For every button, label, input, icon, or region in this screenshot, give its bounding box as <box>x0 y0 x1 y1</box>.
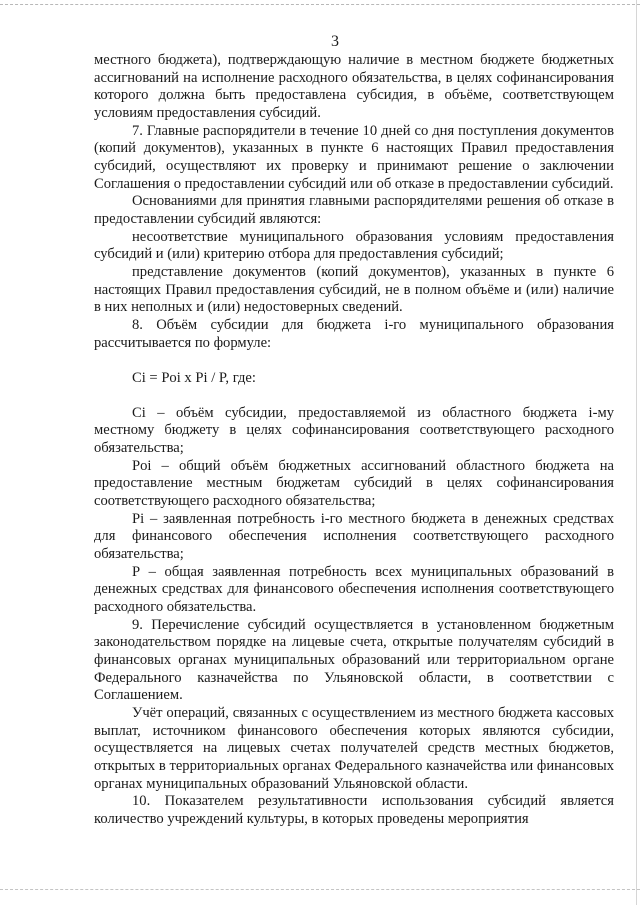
paragraph-refusal-ground-1: несоответствие муниципального образования условиям предоставления субсидий и (или) критерию отбора для предоставления субсидий; <box>94 228 614 263</box>
scan-edge-top <box>0 4 640 5</box>
paragraph-refusal-grounds: Основаниями для принятия главными распорядителями решения об отказе в предоставлении субсидий являются: <box>94 193 614 227</box>
paragraph-definition-ci: Сi – объём субсидии, предоставляемой из областного бюджета i-му местному бюджету в целях софинансирования соответствующего расходного обязательства; <box>94 404 614 457</box>
scan-edge-right <box>636 0 637 905</box>
paragraph-definition-p: Р – общая заявленная потребность всех муниципальных образований в денежных средствах для финансового обеспечения исполнения соответствующего расходного обязательства. <box>94 563 614 616</box>
page-number: 3 <box>331 33 339 50</box>
paragraph-item-7: 7. Главные распорядители в течение 10 дней со дня поступления документов (копий документов), указанных в пункте 6 настоящих Правил предоставления субсидий, осуществляют их проверку и принимают решение о заключении Соглашения о предоставлении субсидий или об отказе в предоставлении субсидий. <box>94 122 614 192</box>
paragraph-continuation: местного бюджета), подтверждающую наличие в местном бюджете бюджетных ассигнований на исполнение расходного обязательства, в целях софинансирования которого должна быть предоставлена субсидия, в объёме, соответствующем условиям предоставления субсидий. <box>94 52 614 121</box>
paragraph-item-9: 9. Перечисление субсидий осуществляется в установленном бюджетным законодательством порядке на лицевые счета, открытые получателям субсидий в финансовых органах муниципальных образований или территориальном органе Федерального казначейства по Ульяновской области, в соответствии с Соглашением. <box>94 616 614 704</box>
paragraph-definition-pi: Рi – заявленная потребность i-го местного бюджета в денежных средствах для финансового обеспечения исполнения соответствующего расходного обязательства; <box>94 510 614 563</box>
document-body <box>94 52 614 829</box>
paragraph-item-8: 8. Объём субсидии для бюджета i-го муниципального образования рассчитывается по формуле: <box>94 316 614 351</box>
paragraph-refusal-ground-2: представление документов (копий документов), указанных в пункте 6 настоящих Правил предоставления субсидий, не в полном объёме и (или) наличие в них неполных и (или) недостоверных сведений. <box>94 263 614 316</box>
scan-edge-bottom <box>0 889 640 890</box>
formula: Сi = Рoi x Pi / P, где: <box>132 370 256 387</box>
paragraph-accounting: Учёт операций, связанных с осуществлением из местного бюджета кассовых выплат, источником финансового обеспечения которых являются субсидии, осуществляется на лицевых счетах получателей средств местных бюджетов, открытых в территориальных органах Федерального казначейства или финансовых органах муниципальных образований Ульяновской области. <box>94 704 614 792</box>
paragraph-definition-poi: Рoi – общий объём бюджетных ассигнований областного бюджета на предоставление местным бюджетам субсидий в целях софинансирования соответствующего расходного обязательства; <box>94 457 614 510</box>
paragraph-item-10: 10. Показателем результативности использования субсидий является количество учреждений культуры, в которых проведены мероприятия <box>94 793 614 827</box>
